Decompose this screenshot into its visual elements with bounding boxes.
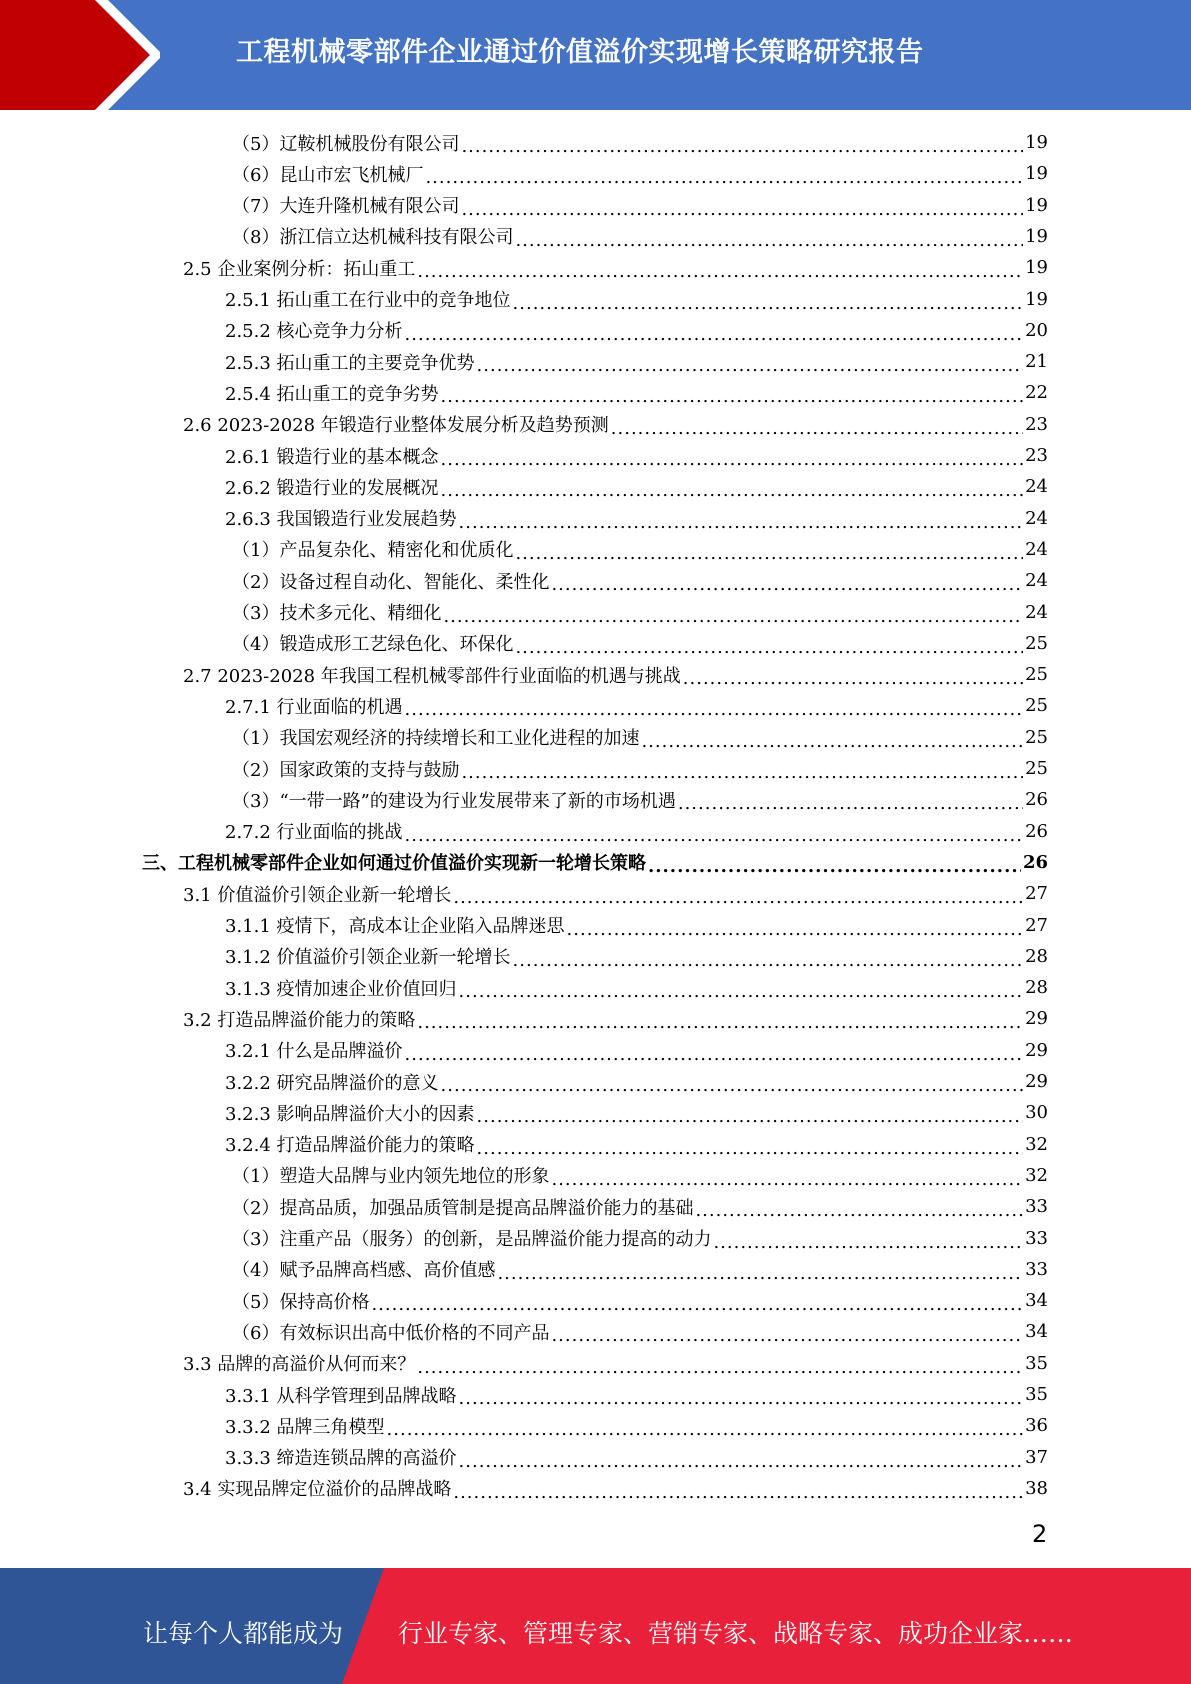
header-red-chevron	[0, 0, 150, 110]
toc-dot-leader	[641, 731, 1023, 752]
toc-entry[interactable]	[183, 252, 1048, 283]
toc-entry-title: （3）“一带一路”的建设为行业发展带来了新的市场机遇	[232, 790, 676, 812]
toc-dot-leader	[695, 1200, 1023, 1221]
toc-dot-leader	[459, 512, 1024, 533]
toc-entry-page: 19	[1025, 132, 1048, 153]
toc-entry-page: 35	[1025, 1352, 1048, 1374]
toc-dot-leader	[513, 293, 1024, 314]
toc-entry-title: 2.5.3 拓山重工的主要竞争优势	[225, 352, 475, 374]
toc-entry-page: 33	[1025, 1227, 1048, 1249]
toc-entry[interactable]	[225, 1035, 1048, 1066]
toc-entry-title: 2.6.1 锻造行业的基本概念	[225, 446, 439, 468]
toc-entry[interactable]	[232, 1254, 1048, 1285]
toc-entry[interactable]	[225, 1097, 1048, 1128]
toc-entry[interactable]	[183, 1348, 1048, 1379]
toc-dot-leader	[515, 637, 1023, 658]
toc-entry-page: 34	[1025, 1290, 1048, 1312]
toc-entry-page: 19	[1025, 257, 1048, 279]
page-number: 2	[1032, 1520, 1048, 1548]
toc-entry[interactable]	[142, 847, 1048, 878]
toc-entry[interactable]	[225, 471, 1048, 502]
toc-entry[interactable]	[232, 221, 1048, 252]
toc-entry-page: 27	[1025, 914, 1048, 936]
toc-entry-page: 25	[1025, 695, 1048, 717]
toc-entry-page: 29	[1025, 1008, 1048, 1030]
toc-entry-page: 28	[1025, 977, 1048, 999]
toc-dot-leader	[648, 856, 1021, 877]
toc-entry[interactable]	[225, 1442, 1048, 1473]
toc-entry-title: 3.4 实现品牌定位溢价的品牌战略	[183, 1479, 452, 1501]
toc-dot-leader	[497, 1263, 1023, 1284]
toc-dot-leader	[387, 1419, 1024, 1440]
toc-entry-title: （6）昆山市宏飞机械厂	[232, 164, 424, 186]
toc-dot-leader	[567, 919, 1024, 940]
toc-entry[interactable]	[232, 190, 1048, 221]
toc-entry-title: 2.5.1 拓山重工在行业中的竞争地位	[225, 290, 511, 311]
toc-entry[interactable]	[225, 284, 1048, 315]
toc-entry-title: 3.2 打造品牌溢价能力的策略	[183, 1009, 416, 1031]
toc-entry[interactable]	[225, 690, 1048, 721]
toc-entry-page: 24	[1025, 570, 1048, 592]
toc-dot-leader	[405, 699, 1024, 720]
toc-dot-leader	[551, 574, 1023, 595]
toc-dot-leader	[417, 1012, 1023, 1033]
toc-entry[interactable]	[232, 1316, 1048, 1347]
toc-dot-leader	[441, 480, 1024, 501]
toc-dot-leader	[425, 167, 1023, 188]
toc-entry-title: 3.2.2 研究品牌溢价的意义	[225, 1072, 439, 1094]
toc-dot-leader	[453, 887, 1023, 908]
toc-dot-leader	[459, 1451, 1024, 1472]
toc-entry[interactable]	[183, 659, 1048, 690]
toc-entry-page: 19	[1025, 288, 1048, 310]
toc-entry-title: （3）注重产品（服务）的创新，是品牌溢价能力提高的动力	[232, 1229, 712, 1250]
toc-dot-leader	[683, 668, 1023, 689]
toc-entry-page: 26	[1025, 820, 1048, 842]
toc-dot-leader	[477, 355, 1024, 376]
toc-entry-title: 3.1 价值溢价引领企业新一轮增长	[183, 884, 452, 906]
toc-entry[interactable]	[232, 158, 1048, 189]
toc-entry[interactable]	[225, 346, 1048, 377]
toc-entry-title: 3.1.1 疫情下，高成本让企业陷入品牌迷思	[225, 916, 565, 937]
toc-entry-page: 19	[1025, 225, 1048, 247]
toc-entry[interactable]	[183, 1473, 1048, 1504]
toc-entry-page: 32	[1025, 1133, 1048, 1155]
toc-entry-page: 21	[1025, 351, 1048, 373]
toc-entry-title: 2.7 2023-2028 年我国工程机械零部件行业面临的机遇与挑战	[183, 665, 681, 687]
toc-entry-title: （5）保持高价格	[232, 1291, 370, 1313]
toc-entry-page: 36	[1025, 1415, 1048, 1437]
toc-entry-title: （1）我国宏观经济的持续增长和工业化进程的加速	[232, 728, 640, 750]
toc-entry-page: 29	[1025, 1039, 1048, 1061]
toc-entry-page: 24	[1025, 476, 1048, 498]
toc-dot-leader	[441, 449, 1024, 470]
toc-dot-leader	[515, 230, 1023, 251]
toc-entry-page: 34	[1025, 1321, 1048, 1343]
toc-entry-title: 2.6.2 锻造行业的发展概况	[225, 477, 439, 499]
toc-dot-leader	[611, 418, 1023, 439]
toc-entry-page: 19	[1025, 163, 1048, 185]
toc-entry-title: 3.1.2 价值溢价引领企业新一轮增长	[225, 947, 511, 969]
toc-dot-leader	[441, 386, 1024, 407]
toc-entry-page: 33	[1025, 1258, 1048, 1280]
toc-entry-page: 27	[1025, 883, 1048, 905]
toc-entry-page: 20	[1025, 319, 1048, 341]
toc-entry-title: 3.3 品牌的高溢价从何而来？	[183, 1354, 416, 1376]
toc-entry[interactable]	[232, 1223, 1048, 1254]
header-arrow-decoration	[0, 0, 160, 110]
toc-entry-title: 2.6.3 我国锻造行业发展趋势	[225, 509, 457, 531]
toc-dot-leader	[551, 1325, 1023, 1346]
toc-entry-page: 24	[1025, 507, 1048, 529]
toc-entry-title: （3）技术多元化、精细化	[232, 603, 442, 624]
toc-dot-leader	[441, 1075, 1024, 1096]
footer-slogan-right: 行业专家、管理专家、营销专家、战略专家、成功企业家……	[398, 1619, 1074, 1648]
toc-entry-page: 32	[1025, 1164, 1048, 1186]
toc-entry-title: 2.5 企业案例分析：拓山重工	[183, 258, 416, 280]
toc-entry-title: 2.6 2023-2028 年锻造行业整体发展分析及趋势预测	[183, 415, 609, 437]
toc-dot-leader	[443, 606, 1023, 627]
toc-dot-leader	[477, 1106, 1024, 1127]
toc-dot-leader	[515, 543, 1023, 564]
toc-entry-title: 3.3.3 缔造连锁品牌的高溢价	[225, 1448, 457, 1470]
toc-entry-title: （1）塑造大品牌与业内领先地位的形象	[232, 1166, 550, 1188]
toc-entry-title: 2.7.2 行业面临的挑战	[225, 822, 403, 844]
toc-entry[interactable]	[225, 1066, 1048, 1097]
toc-entry-title: （7）大连升隆机械有限公司	[232, 196, 460, 218]
toc-dot-leader	[417, 261, 1023, 282]
toc-entry[interactable]	[225, 315, 1048, 346]
toc-entry[interactable]	[225, 1129, 1048, 1160]
toc-entry[interactable]	[232, 628, 1048, 659]
toc-entry[interactable]	[232, 1285, 1048, 1316]
report-title: 工程机械零部件企业通过价值溢价实现增长策略研究报告	[236, 37, 924, 68]
toc-entry-page: 33	[1025, 1196, 1048, 1218]
footer-slogan-left: 让每个人都能成为	[143, 1619, 344, 1648]
toc-entry-page: 38	[1025, 1477, 1048, 1499]
toc-dot-leader	[405, 825, 1024, 846]
toc-entry-page: 25	[1025, 632, 1048, 654]
toc-entry-page: 26	[1025, 789, 1048, 811]
toc-entry[interactable]	[225, 440, 1048, 471]
toc-dot-leader	[551, 1169, 1023, 1190]
toc-dot-leader	[678, 793, 1023, 814]
toc-entry[interactable]	[225, 377, 1048, 408]
toc-entry[interactable]	[225, 816, 1048, 847]
toc-entry[interactable]	[232, 722, 1048, 753]
toc-entry[interactable]	[225, 910, 1048, 941]
toc-entry[interactable]	[232, 753, 1048, 784]
toc-entry-title: （6）有效标识出高中低价格的不同产品	[232, 1322, 550, 1344]
toc-entry-page: 25	[1025, 726, 1048, 748]
toc-entry-title: 2.7.1 行业面临的机遇	[225, 696, 403, 718]
toc-entry-page: 24	[1025, 601, 1048, 623]
toc-entry-page: 28	[1025, 945, 1048, 967]
toc-entry-title: 3.2.1 什么是品牌溢价	[225, 1041, 403, 1063]
toc-entry[interactable]	[225, 941, 1048, 972]
page-header	[0, 0, 1191, 110]
toc-entry-title: （4）赋予品牌高档感、高价值感	[232, 1260, 496, 1282]
toc-dot-leader	[461, 136, 1023, 157]
toc-entry-title: 3.1.3 疫情加速企业价值回归	[225, 978, 457, 1000]
toc-entry-title: 三、工程机械零部件企业如何通过价值溢价实现新一轮增长策略	[142, 853, 646, 875]
toc-entry[interactable]	[232, 534, 1048, 565]
toc-dot-leader	[417, 1357, 1023, 1378]
toc-entry-title: 3.3.1 从科学管理到品牌战略	[225, 1385, 457, 1407]
toc-entry-page: 24	[1025, 538, 1048, 560]
toc-entry[interactable]	[183, 409, 1048, 440]
toc-entry-page: 25	[1025, 664, 1048, 686]
toc-entry-page: 35	[1025, 1384, 1048, 1405]
toc-dot-leader	[405, 324, 1024, 345]
toc-entry[interactable]	[225, 972, 1048, 1003]
toc-entry-page: 23	[1025, 445, 1048, 466]
toc-dot-leader	[459, 981, 1024, 1002]
toc-entry-page: 25	[1025, 758, 1048, 779]
toc-entry-title: （2）国家政策的支持与鼓励	[232, 759, 460, 781]
toc-entry[interactable]	[183, 1003, 1048, 1034]
toc-entry-title: （2）设备过程自动化、智能化、柔性化	[232, 571, 550, 593]
toc-entry[interactable]	[225, 1410, 1048, 1441]
toc-entry-title: （2）提高品质，加强品质管制是提高品牌溢价能力的基础	[232, 1197, 694, 1219]
toc-entry-page: 37	[1025, 1446, 1048, 1468]
toc-entry-page: 30	[1025, 1102, 1048, 1124]
toc-entry-title: （8）浙江信立达机械科技有限公司	[232, 227, 514, 249]
toc-entry[interactable]	[232, 597, 1048, 628]
toc-dot-leader	[477, 1138, 1024, 1159]
toc-entry-page: 26	[1022, 851, 1048, 873]
toc-entry-title: （4）锻造成形工艺绿色化、环保化	[232, 634, 514, 656]
toc-entry-title: 2.5.4 拓山重工的竞争劣势	[225, 383, 439, 405]
page-footer	[0, 1568, 1191, 1684]
toc-dot-leader	[461, 762, 1023, 783]
toc-dot-leader	[459, 1388, 1024, 1409]
toc-entry[interactable]	[232, 1160, 1048, 1191]
toc-entry-title: （5）辽鞍机械股份有限公司	[232, 133, 460, 155]
toc-entry-page: 22	[1025, 382, 1048, 404]
toc-entry[interactable]	[225, 1379, 1048, 1410]
toc-entry[interactable]	[232, 565, 1048, 596]
toc-entry[interactable]	[232, 127, 1048, 158]
toc-entry-title: 3.2.4 打造品牌溢价能力的策略	[225, 1135, 475, 1157]
toc-entry-title: 2.5.2 核心竞争力分析	[225, 321, 403, 343]
toc-dot-leader	[405, 1044, 1024, 1065]
toc-entry[interactable]	[232, 784, 1048, 815]
toc-entry-page: 23	[1025, 413, 1048, 435]
toc-entry-title: 3.3.2 品牌三角模型	[225, 1416, 385, 1438]
toc-entry-page: 29	[1025, 1071, 1048, 1092]
toc-dot-leader	[453, 1482, 1023, 1503]
toc-entry-title: 3.2.3 影响品牌溢价大小的因素	[225, 1103, 475, 1125]
toc-entry[interactable]	[183, 878, 1048, 909]
toc-entry[interactable]	[225, 503, 1048, 534]
toc-dot-leader	[513, 950, 1024, 971]
toc-entry[interactable]	[232, 1191, 1048, 1222]
toc-entry-title: （1）产品复杂化、精密化和优质化	[232, 540, 514, 562]
toc-entry-page: 19	[1025, 194, 1048, 216]
toc-dot-leader	[371, 1294, 1023, 1315]
toc-dot-leader	[713, 1232, 1023, 1253]
toc-dot-leader	[461, 199, 1023, 220]
